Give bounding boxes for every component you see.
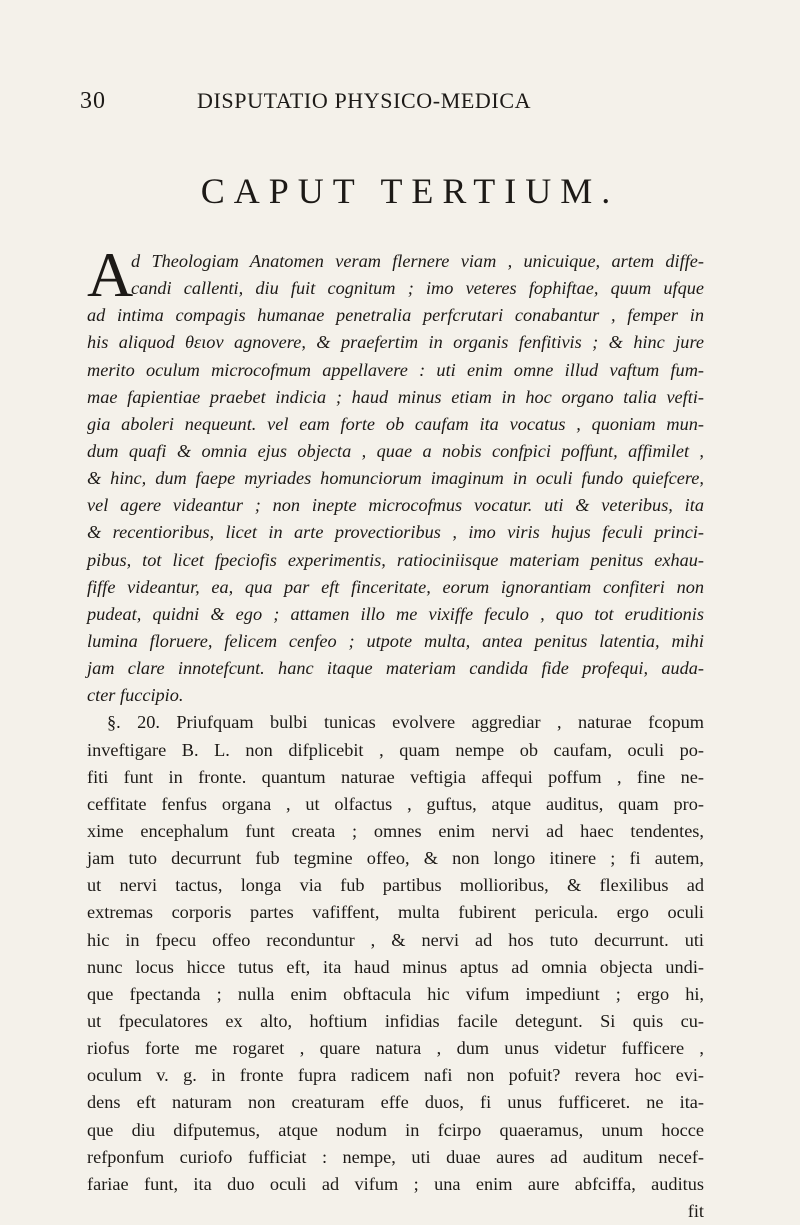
- text-line: gia aboleri nequeunt. vel eam forte ob caufam ita vocatus , quoniam mun-: [87, 413, 704, 434]
- text-line: ad intima compagis humanae penetralia perfcrutari conabantur , femper in: [87, 305, 704, 326]
- text-line: inveftigare B. L. non difplicebit , quam nempe ob caufam, oculi po-: [87, 739, 704, 760]
- text-line: & recentioribus, licet in arte provectioribus , imo viris hujus feculi princi-: [87, 522, 704, 543]
- text-line: vel agere videantur ; non inepte microcofmus vocatur. uti & veteribus, ita: [87, 495, 704, 516]
- running-title: DISPUTATIO PHYSICO-MEDICA: [197, 88, 532, 113]
- text-line: nunc locus hicce tutus eft, ita haud minus aptus ad omnia objecta undi-: [87, 956, 704, 977]
- text-line: pibus, tot licet fpeciofis experimentis, ratiociniisque materiam penitus exhau-: [87, 549, 704, 570]
- text-line: pudeat, quidni & ego ; attamen illo me vixiffe feculo , quo tot eruditionis: [87, 603, 704, 624]
- drop-cap: A: [87, 239, 134, 310]
- text-line: hic in fpecu offeo reconduntur , & nervi ad hos tuto decurrunt. uti: [87, 929, 704, 950]
- paragraph-italic: [87, 239, 704, 709]
- text-line: fariae funt, ita duo oculi ad vifum ; una enim aure abfciffa, auditus: [87, 1173, 704, 1194]
- text-line: que fpectanda ; nulla enim obftacula hic vifum impediunt ; ergo hi,: [87, 983, 704, 1004]
- text-line: que diu difputemus, atque nodum in fcirpo quaeramus, unum hocce: [87, 1119, 704, 1140]
- text-line: mae fapientiae praebet indicia ; haud minus etiam in hoc organo talia vefti-: [87, 386, 704, 407]
- text-line: cter fuccipio.: [87, 685, 184, 706]
- text-line: ut fpeculatores ex alto, hoftium infidias facile detegunt. Si quis cu-: [87, 1010, 704, 1031]
- text-line: his aliquod θειον agnovere, & praefertim in organis fenfitivis ; & hinc jure: [87, 332, 704, 353]
- text-line: xime encephalum funt creata ; omnes enim nervi ad haec tendentes,: [87, 820, 704, 841]
- text-line: jam clare innotefcunt. hanc itaque materiam candida fide profequi, auda-: [87, 658, 704, 679]
- chapter-title: CAPUT TERTIUM.: [200, 171, 620, 211]
- text-line: ut nervi tactus, longa via fub partibus mollioribus, & flexilibus ad: [87, 875, 704, 896]
- text-line: & hinc, dum faepe myriades homunciorum imaginum in oculi fundo quiefcere,: [87, 468, 704, 489]
- text-line: candi callenti, diu fuit cognitum ; imo veteres fophiftae, quum ufque: [131, 278, 704, 299]
- text-line: fiti funt in fronte. quantum naturae veftigia affequi poffum , fine ne-: [87, 766, 704, 787]
- text-line: extremas corporis partes vafiffent, multa fubirent pericula. ergo oculi: [87, 902, 704, 923]
- text-line: riofus forte me rogaret , quare natura , dum unus videtur fufficere ,: [87, 1038, 704, 1059]
- text-line: A d Theologiam Anatomen veram flernere viam , unicuique, artem diffe-: [87, 239, 704, 310]
- text-line: dens eft naturam non creaturam effe duos, fi unus fufficeret. ne ita-: [87, 1092, 704, 1113]
- text-line: fiffe videantur, ea, qua par eft finceritate, eorum ignorantiam confiteri non: [87, 576, 704, 597]
- page-number: 30: [80, 88, 106, 114]
- text-line: jam tuto decurrunt fub tegmine offeo, & non longo itinere ; fi autem,: [87, 848, 704, 869]
- body-text: [87, 239, 704, 1225]
- text-line: oculum v. g. in fronte fupra radicem nafi non pofuit? revera hoc evi-: [87, 1065, 704, 1086]
- running-head: [0, 88, 800, 128]
- catchword: fit: [687, 1200, 704, 1221]
- text-line: §. 20. Priufquam bulbi tunicas evolvere aggrediar , naturae fcopum: [107, 712, 704, 733]
- text-line: refponfum curiofo fufficiat : nempe, uti duae aures ad auditum necef-: [87, 1146, 704, 1167]
- text-line: merito oculum microcofmum appellavere : uti enim omne illud vaftum fum-: [87, 359, 704, 380]
- text-line: dum quafi & omnia ejus objecta , quae a nobis confpici poffunt, affimilet ,: [87, 440, 704, 461]
- text-line: lumina floruere, felicem cenfeo ; utpote multa, antea penitus latentia, mihi: [87, 630, 704, 651]
- text-line: ceffitate fenfus organa , ut olfactus , guftus, atque auditus, quam pro-: [87, 793, 704, 814]
- paragraph-roman: [87, 709, 704, 1225]
